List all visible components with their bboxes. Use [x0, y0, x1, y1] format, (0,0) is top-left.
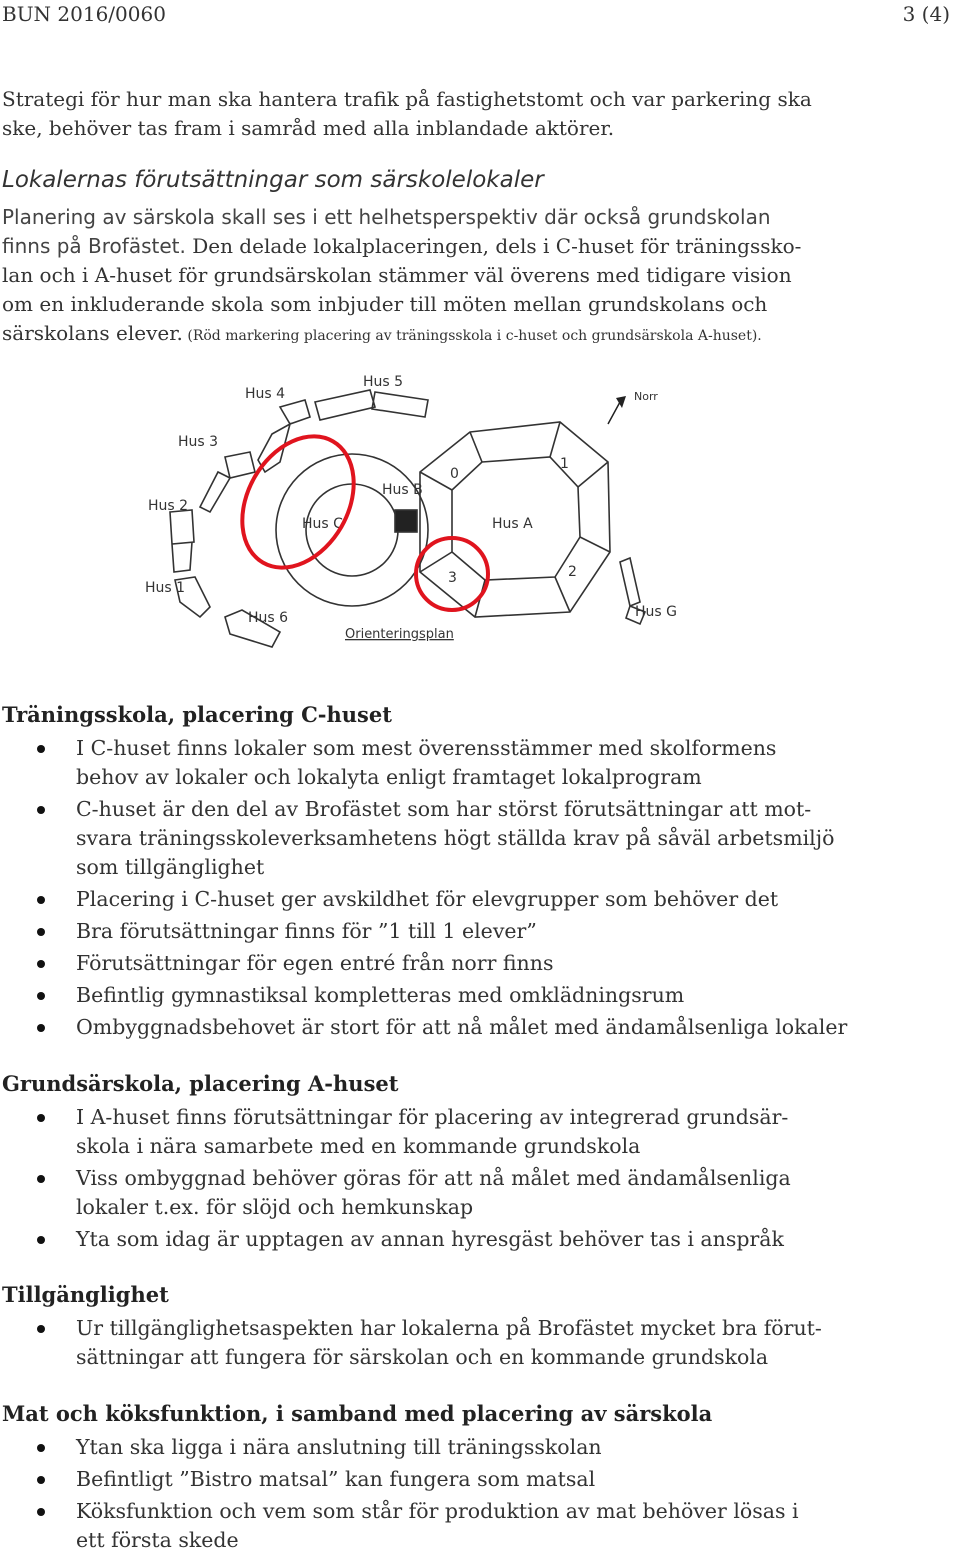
map-note: (Röd markering placering av träningsskola i c-huset och grundsärskola A-huset). [182, 328, 762, 344]
list-item: Placering i C-huset ger avskildhet för elevgrupper som behöver det [0, 885, 900, 914]
paragraph-line: finns på Brofästet. Den delade lokalplaceringen, dels i C-huset för träningssko- [2, 234, 802, 258]
list-item: Köksfunktion och vem som står för produktion av mat behöver lösas i ett första skede [0, 1497, 900, 1555]
map-label-hus6: Hus 6 [248, 610, 289, 626]
list-item: Ombyggnadsbehovet är stort för att nå målet med ändamålsenliga lokaler [0, 1013, 900, 1042]
map-label-hus-c: Hus C [302, 516, 343, 532]
map-label-hus5: Hus 5 [363, 374, 404, 390]
map-label-hus-g: Hus G [635, 604, 677, 620]
heading-mat: Mat och köksfunktion, i samband med placering av särskola [2, 1401, 713, 1426]
map-label-2: 2 [568, 564, 577, 580]
paragraph-line: särskolans elever. (Röd markering placering av träningsskola i c-huset och grundsärskola A-huset). [2, 321, 762, 345]
intro-paragraph [2, 85, 942, 143]
list-item: Viss ombyggnad behöver göras för att nå målet med ändamålsenliga lokaler t.ex. för slöjd och hemkunskap [0, 1164, 900, 1222]
map-label-hus-a: Hus A [492, 516, 533, 532]
document-reference: BUN 2016/0060 [2, 2, 166, 26]
list-item: Ur tillgänglighetsaspekten har lokalerna på Brofästet mycket bra förut- sättningar att fungera för särskolan och en kommande grundskola [0, 1314, 900, 1372]
list-tillganglighet [0, 1314, 900, 1375]
list-item: Bra förutsättningar finns för ”1 till 1 elever” [0, 917, 900, 946]
north-arrow [608, 390, 658, 424]
map-label-hus4: Hus 4 [245, 386, 286, 402]
intro-line: Strategi för hur man ska hantera trafik på fastighetstomt och var parkering ska [2, 87, 812, 111]
map-label-3: 3 [448, 570, 457, 586]
map-label-hus2: Hus 2 [148, 498, 189, 514]
list-mat [0, 1433, 900, 1558]
heading-traningsskola: Träningsskola, placering C-huset [2, 702, 392, 727]
north-label: Norr [634, 390, 658, 403]
paragraph-line: lan och i A-huset för grundsärskolan stämmer väl överens med tidigare vision [2, 263, 792, 287]
orientation-map [130, 362, 690, 652]
map-label-1: 1 [560, 456, 569, 472]
list-item: Förutsättningar för egen entré från norr finns [0, 949, 900, 978]
building-hus5-b [372, 392, 428, 417]
intro-line: ske, behöver tas fram i samråd med alla inblandade aktörer. [2, 116, 615, 140]
section-heading-lokaler: Lokalernas förutsättningar som särskolelokaler [2, 167, 544, 193]
page-number: 3 (4) [902, 2, 950, 26]
building-hus-b [395, 510, 417, 532]
paragraph-line: om en inkluderande skola som inbjuder till möten mellan grundskolans och [2, 292, 768, 316]
list-grundsarskola [0, 1103, 900, 1257]
building-hus5-a [315, 390, 375, 420]
list-item: I C-huset finns lokaler som mest överensstämmer med skolformens behov av lokaler och lokalyta enligt framtaget lokalprogram [0, 734, 900, 792]
list-item: Yta som idag är upptagen av annan hyresgäst behöver tas i anspråk [0, 1225, 900, 1254]
map-label-0: 0 [450, 466, 459, 482]
page-header [2, 2, 950, 30]
heading-grundsarskola: Grundsärskola, placering A-huset [2, 1071, 399, 1096]
building-hus3 [200, 452, 255, 512]
map-caption: Orienteringsplan [345, 627, 454, 642]
heading-tillganglighet: Tillgänglighet [2, 1282, 169, 1307]
list-item: I A-huset finns förutsättningar för placering av integrerad grundsär- skola i nära samarbete med en kommande grundskola [0, 1103, 900, 1161]
paragraph-line: Planering av särskola skall ses i ett helhetsperspektiv där också grundskolan [2, 205, 771, 229]
lokaler-paragraph [2, 203, 942, 351]
highlight-c-huset [220, 416, 377, 587]
building-hus2 [170, 510, 194, 572]
list-item: Ytan ska ligga i nära anslutning till träningsskolan [0, 1433, 900, 1462]
list-item: Befintlig gymnastiksal kompletteras med omklädningsrum [0, 981, 900, 1010]
map-label-hus3: Hus 3 [178, 434, 219, 450]
list-item: C-huset är den del av Brofästet som har störst förutsättningar att mot- svara träningsskoleverksamhetens högt ställda krav på såväl arbetsmiljö som tillgänglighet [0, 795, 900, 882]
list-traningsskola [0, 734, 900, 1045]
list-item: Befintligt ”Bistro matsal” kan fungera som matsal [0, 1465, 900, 1494]
map-label-hus1: Hus 1 [145, 580, 186, 596]
map-label-hus-b: Hus B [382, 482, 423, 498]
